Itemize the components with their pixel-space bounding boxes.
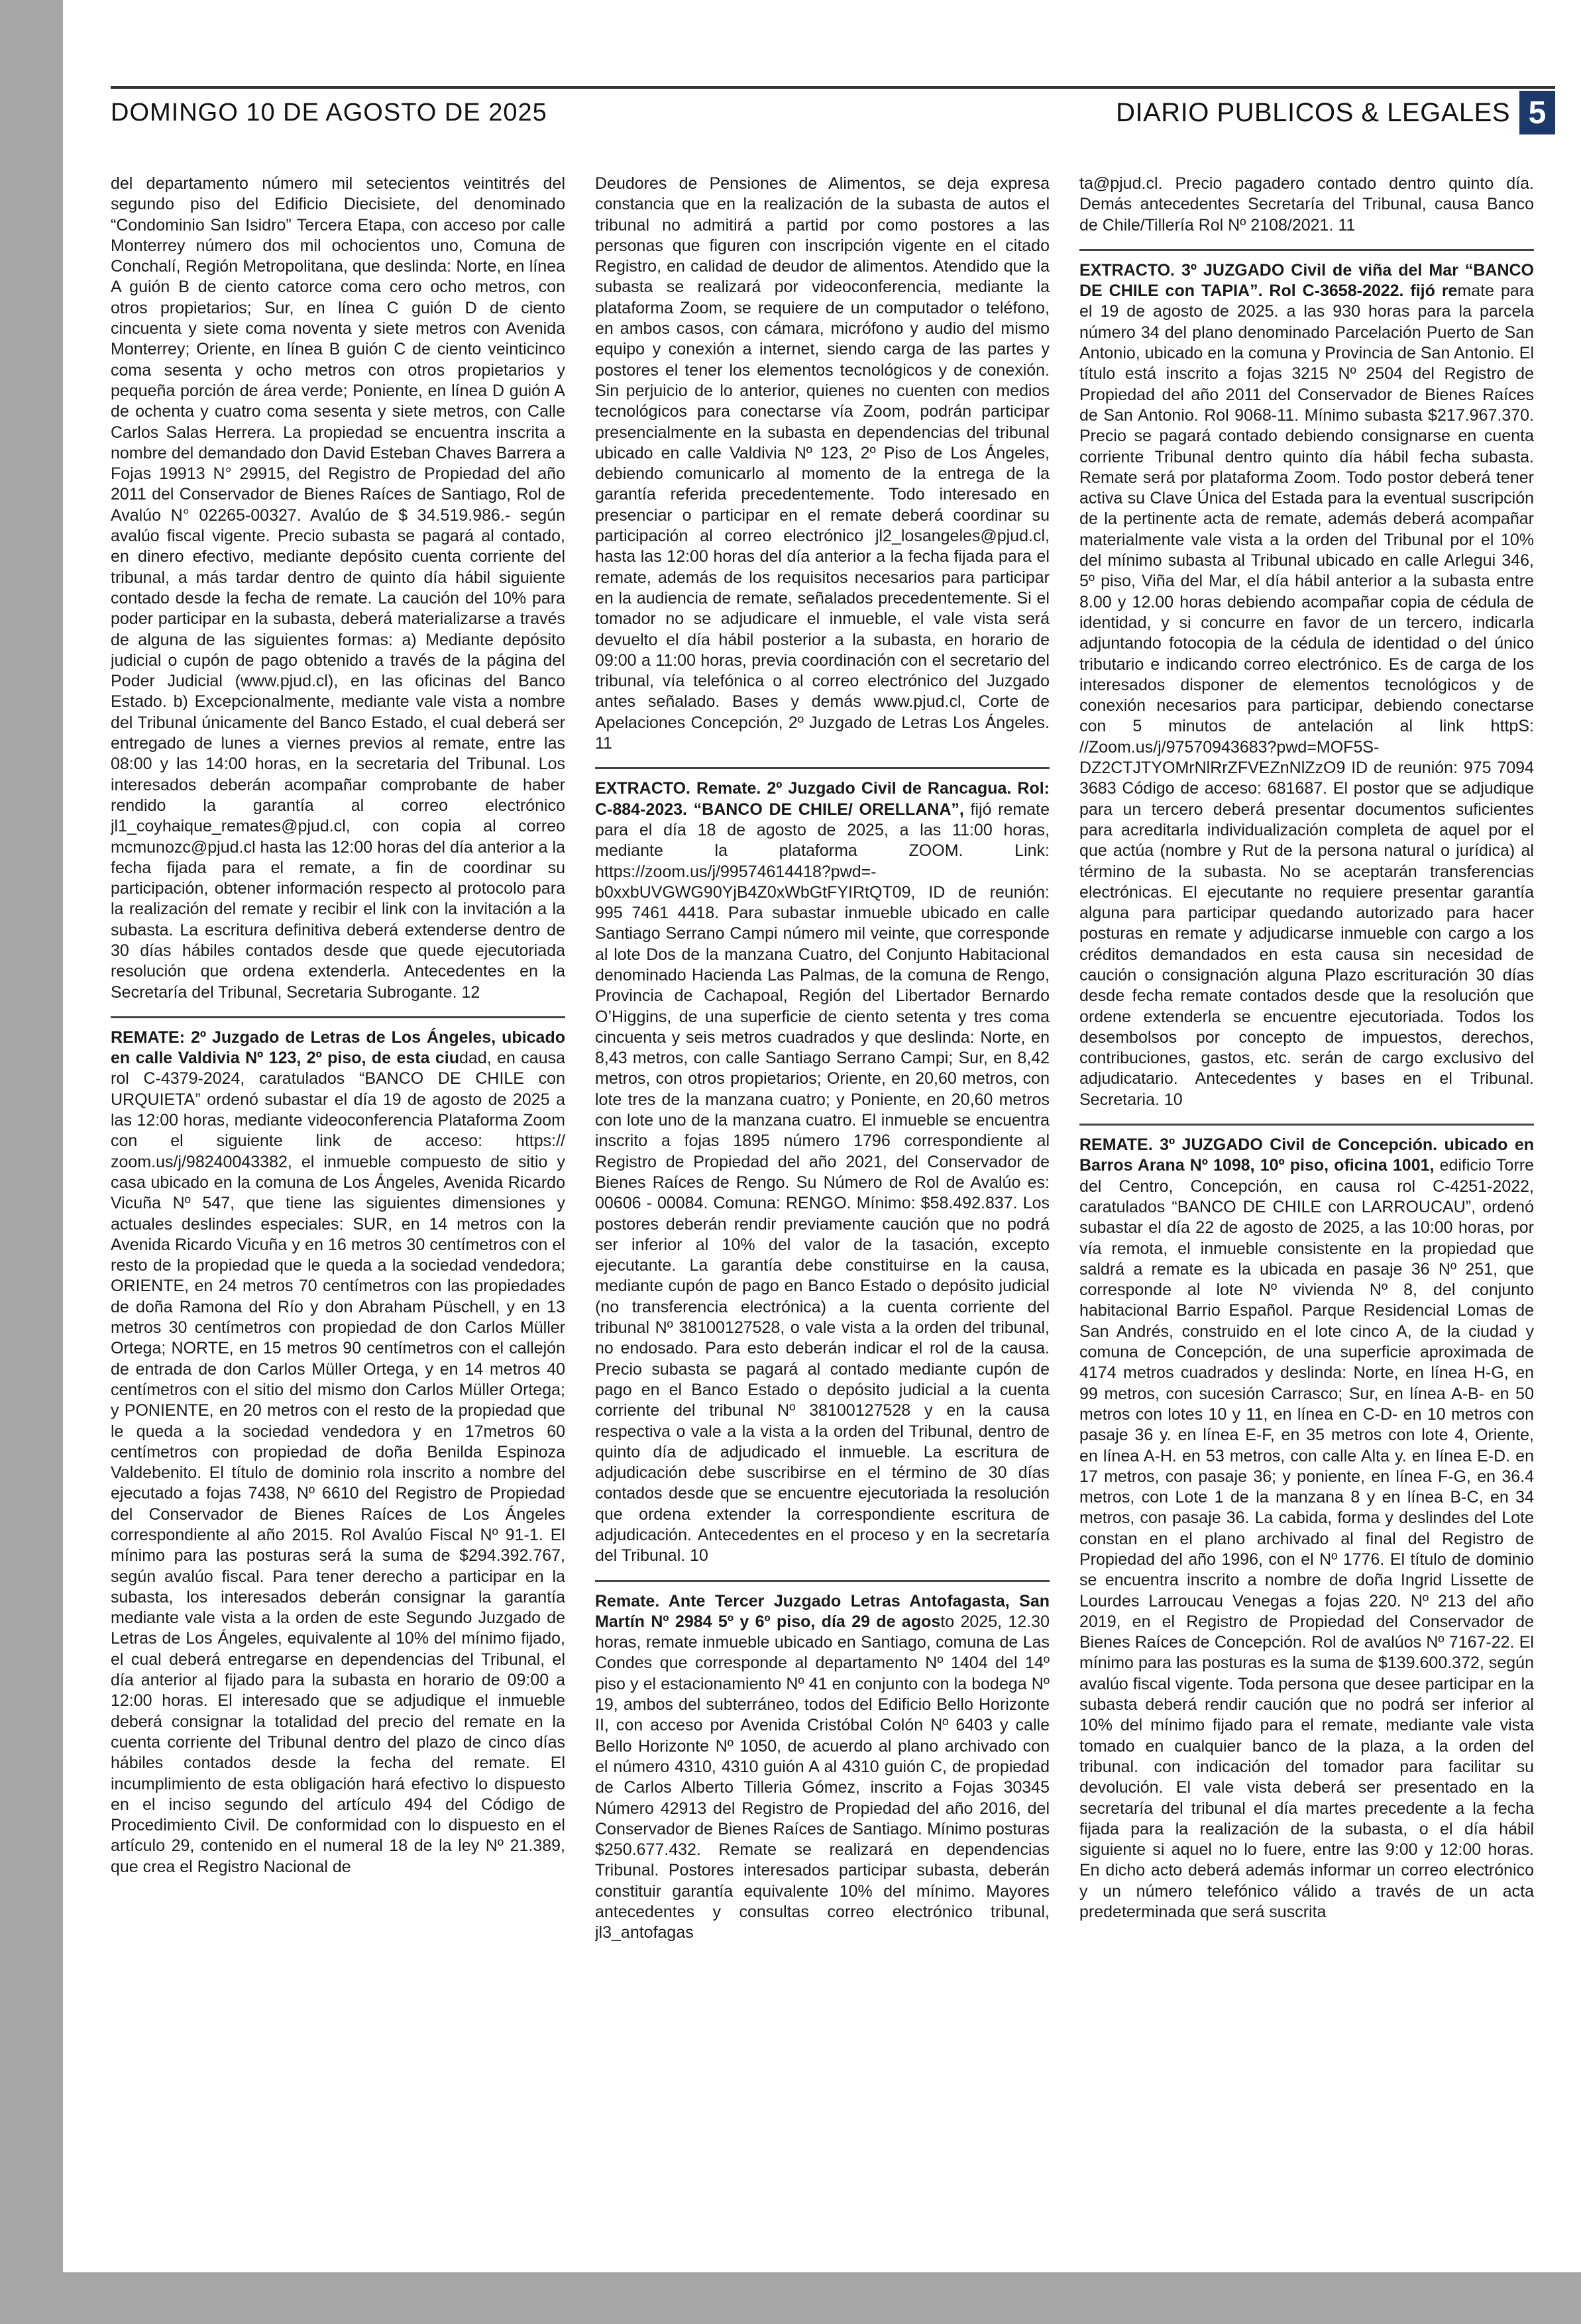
- notice-heading: REMATE. 3º JUZGADO Civil de Concepción. ubicado en Barros Arana Nº 1098, 10º piso, oficina 1001,: [1079, 1136, 1534, 1175]
- notice-rancagua: [595, 778, 1050, 1566]
- notice-heading: EXTRACTO. Remate. 2º Juzgado Civil de Rancagua. Rol: C-884-2023. “BANCO DE CHILE/ ORELLANA”,: [595, 779, 1050, 819]
- column-2: [595, 174, 1050, 2254]
- column-3: [1079, 174, 1534, 2254]
- newspaper-page: [63, 0, 1581, 2272]
- notice-divider: [595, 1580, 1050, 1582]
- notice-concepcion: [1079, 1135, 1534, 1923]
- notice-body: edificio Torre del Centro, Concepción, en causa rol C-4251-2022, caratulados “BANCO DE CHILE con LARROUCAU”, ordenó subastar el día 22 de agosto de 2025, a las 10:00 horas, por vía remota, el inmueble consistente en la propiedad que saldrá a remate es la ubicada en pasaje 36 Nº 251, que corresponde al lote Nº vivienda Nº 8, del conjunto habitacional Barrio Español. Parque Residencial Lomas de San Andrés, construido en el lote cinco A, de la ciudad y comuna de Concepción, de una superficie aproximada de 4174 metros cuadrados y deslinda: Norte, en línea H-G, en 99 metros, con sucesión Carrasco; Sur, en línea A-B- en 50 metros con lotes 10 y 11, en línea en C-D- en 10 metros con pasaje 36 y. en línea E-F, en 35 metros con lote 4, Oriente, en línea A-H. en 53 metros, con calle Alta y. en línea E-D. en 17 metros, con pasaje 36; y poniente, en línea F-G, en 36.4 metros, con Lote 1 de la manzana 8 y en línea B-C, en 34 metros, con pasaje 36. La cabida, forma y deslindes del Lote constan en el plano archivado al final del Registro de Propiedad del año 1996, con el Nº 1776. El título de dominio se encuentra inscrito a nombre de doña Ingrid Lissette de Lourdes Larroucau Venegas a fojas 220. Nº 213 del año 2019, en el Registro de Propiedad del Conservador de Bienes Raíces de Concepción. Rol de avalúos Nº 7167-22. El mínimo para las posturas es la suma de $139.600.372, según avalúo fiscal vigente. Toda persona que desee participar en la subasta deberá rendir caución que no podrá ser inferior al 10% del mínimo fijado para el remate, mediante vale vista tomado en cualquier banco de la plaza, a la orden del tribunal. con indicación del tomador para facilitar su devolución. El vale vista deberá ser presentado en la secretaría del tribunal el día martes precedente a la fecha fijada para la realización de la subasta, o el día hábil siguiente si aquel no lo fuere, entre las 9:00 y 12:00 horas. En dicho acto deberá además informar un correo electrónico y un número telefónico válido a través de un acta predeterminada que será suscrita: [1079, 1156, 1534, 1922]
- notice-heading: Remate. Ante Tercer Juzgado Letras Antofagasta, San Martín Nº 2984 5º y 6º piso, día 29 de agos: [595, 1591, 1050, 1631]
- notice-antofagasta: [595, 1591, 1050, 1944]
- newspaper-title: DIARIO PUBLICOS & LEGALES: [1116, 97, 1510, 127]
- notice-body: fijó remate para el día 18 de agosto de 2025, a las 11:00 horas, mediante la plataforma ZOOM. Link: https://zoom.us/j/99574614418?pwd=-b0xxbUVGWG90YjB4Z0xWbGtFYIRtQT09, ID de reunión: 995 7461 4418. Para subastar inmueble ubicado en calle Santiago Serrano Campi número mil veinte, que corresponde al lote Dos de la manzana Cuatro, del Conjunto Habitacional denominado Hacienda Las Palmas, de la comuna de Rengo, Provincia de Cachapoal, Región del Libertador Bernardo O’Higgins, de una superficie de ciento setenta y tres coma cincuenta y seis metros cuadrados y que deslinda: Norte, en 8,43 metros, con calle Santiago Serrano Campi; Sur, en 8,42 metros, con otros propietarios; Oriente, en 20,60 metros, con lote tres de la manzana cuatro; y Poniente, en 20,60 metros con lote uno de la manzana cuatro. El inmueble se encuentra inscrito a fojas 1895 número 1796 correspondiente al Registro de Propiedad del año 2021, del Conservador de Bienes Raíces de Rengo. Su Número de Rol de Avalúo es: 00606 - 00084. Comuna: RENGO. Mínimo: $58.492.837. Los postores deberán rendir previamente caución que no podrá ser inferior al 10% del valor de la tasación, excepto ejecutante. La garantía debe constituirse en la causa, mediante cupón de pago en Banco Estado o depósito judicial (no transferencia electrónica) a la cuenta corriente del tribunal Nº 38100127528, o vale vista a la orden del tribunal, no endosado. Para esto deberán indicar el rol de la causa. Precio subasta se pagará al contado mediante cupón de pago en el Banco Estado o depósito judicial a la cuenta corriente del tribunal Nº 38100127528 y en la causa respectiva o vale a la vista a la orden del Tribunal, dentro de quinto día de adjudicado el inmueble. La escritura de adjudicación debe suscribirse en el término de 30 días contados desde que se encuentre ejecutoriada la resolución que ordena extender la correspondiente escritura de adjudicación. Antecedentes en el proceso y en la secretaría del Tribunal. 10: [595, 800, 1050, 1565]
- notice-divider: [595, 767, 1050, 769]
- column-1: [111, 174, 565, 2254]
- page-number: 5: [1519, 91, 1555, 134]
- header-right: [1116, 91, 1555, 134]
- page-header: [111, 86, 1555, 136]
- notice-divider: [111, 1016, 565, 1018]
- notice-vina-del-mar: [1079, 260, 1534, 1110]
- notice-body: dad, en causa rol C-4379-2024, caratulados “BANCO DE CHILE con URQUIETA” ordenó subastar el día 19 de agosto de 2025 a las 12:00 horas, mediante videoconferencia Plataforma Zoom con el siguiente link de acceso: https:// zoom.us/j/98240043382, el inmueble compuesto de sitio y casa ubicado en la comuna de Los Ángeles, Avenida Ricardo Vicuña Nº 547, que tiene las siguientes dimensiones y actuales deslindes especiales: SUR, en 14 metros con la Avenida Ricardo Vicuña y en 16 metros 30 centímetros con el resto de la propiedad que le queda a la sociedad vendedora; ORIENTE, en 24 metros 70 centímetros con las propiedades de doña Ramona del Río y don Abraham Püschell, y en 13 metros 30 centímetros con propiedad de don Carlos Müller Ortega; NORTE, en 15 metros 90 centímetros con el callejón de entrada de don Carlos Müller Ortega, y en 14 metros 40 centímetros con el sitio del mismo don Carlos Müller Ortega; y PONIENTE, en 20 metros con el resto de la propiedad que le queda a la sociedad vendedora y en 17metros 60 centímetros con propiedad de doña Benilda Espinoza Valdebenito. El título de dominio rola inscrito a nombre del ejecutado a fojas 7438, Nº 6610 del Registro de Propiedad del Conservador de Bienes Raíces de Los Ángeles correspondiente al año 2015. Rol Avalúo Fiscal Nº 91-1. El mínimo para las posturas será la suma de $294.392.767, según avalúo fiscal. Para tener derecho a participar en la subasta, los interesados deberán consignar la garantía mediante vale vista a la orden de este Segundo Juzgado de Letras de Los Ángeles, equivalente al 10% del mínimo fijado, el cual deberá entregarse en dependencias del Tribunal, el día anterior al fijado para la subasta en horario de 09:00 a 12:00 horas. El interesado que se adjudique el inmueble deberá consignar la totalidad del precio del remate en la cuenta corriente del Tribunal dentro del plazo de cinco días hábiles contados desde la fecha del remate. El incumplimiento de esta obligación hará efectivo lo dispuesto en el inciso segundo del artículo 494 del Código de Procedimiento Civil. De conformidad con lo dispuesto en el artículo 29, contenido en el numeral 18 de la ley Nº 21.389, que crea el Registro Nacional de: [111, 1049, 565, 1876]
- notice-body: to 2025, 12.30 horas, remate inmueble ubicado en Santiago, comuna de Las Condes que corresponde al departamento Nº 1404 del 14º piso y el estacionamiento Nº 41 en conjunto con la bodega Nº 19, ambos del subterráneo, todos del Edificio Bello Horizonte II, con acceso por Avenida Cristóbal Colón Nº 6403 y calle Bello Horizonte Nº 1050, de acuerdo al plano archivado con el número 4310, 4310 guión A al 4310 guión C, de propiedad de Carlos Alberto Tilleria Gómez, inscrito a Fojas 30345 Número 42913 del Registro de Propiedad del año 2016, del Conservador de Bienes Raíces de Santiago. Mínimo posturas $250.677.432. Remate se realizará en dependencias Tribunal. Postores interesados participar subasta, deberán constituir garantía equivalente 10% del mínimo. Mayores antecedentes y consultas correo electrónico tribunal, jl3_antofagas: [595, 1612, 1050, 1942]
- notice-heading: EXTRACTO. 3º JUZGADO Civil de viña del Mar “BANCO DE CHILE con TAPIA”. Rol C-3658-2022. fijó re: [1079, 260, 1534, 301]
- notice-divider: [1079, 249, 1534, 251]
- notice-heading: REMATE: 2º Juzgado de Letras de Los Ángeles, ubicado en calle Valdivia Nº 123, 2º piso, de esta ciu: [111, 1028, 565, 1068]
- notice-continuation: Deudores de Pensiones de Alimentos, se deja expresa constancia que en la realización de la subasta de autos el tribunal no admitirá a partid por como postores a las personas que figuren con inscripción vigente en el citado Registro, en calidad de deudor de alimentos. Atendido que la subasta se realizará por videoconferencia, mediante la plataforma Zoom, se requiere de un computador o teléfono, en ambos casos, con cámara, micrófono y audio del mismo equipo y conexión a internet, siendo carga de las partes y postores el tener los elementos tecnológicos y de conexión. Sin perjuicio de lo anterior, quienes no cuenten con medios tecnológicos para conectarse vía Zoom, podrán participar presencialmente en la subasta en dependencias del tribunal ubicado en calle Valdivia Nº 123, 2º Piso de Los Ángeles, debiendo comunicarlo al momento de la entrega de la garantía referida precedentemente. Todo interesado en presenciar o participar en el remate deberá coordinar su participación al correo electrónico jl2_losangeles@pjud.cl, hasta las 12:00 horas del día anterior a la fecha fijada para el remate, además de los requisitos necesarios para participar en la audiencia de remate, señalados precedentemente. Si el tomador no se adjudicare el inmueble, el vale vista será devuelto el día hábil posterior a la subasta, en horario de 09:00 a 11:00 horas, previa coordinación con el secretario del tribunal, vía telefónica o al correo electrónico del Juzgado antes señalado. Bases y demás www.pjud.cl, Corte de Apelaciones Concepción, 2º Juzgado de Letras Los Ángeles. 11: [595, 174, 1050, 753]
- notice-divider: [1079, 1124, 1534, 1126]
- notice-continuation: del departamento número mil setecientos veintitrés del segundo piso del Edificio Diecisiete, del denominado “Condominio San Isidro” Tercera Etapa, con acceso por calle Monterrey número dos mil ochocientos uno, Comuna de Conchalí, Región Metropolitana, que deslinda: Norte, en línea A guión B de ciento catorce coma cero ocho metros, con otros propietarios; Sur, en línea C guión D de ciento cincuenta y siete coma noventa y siete metros con Avenida Monterrey; Oriente, en línea B guión C de ciento veinticinco coma sesenta y ocho metros con otros propietarios y pequeña porción de área verde; Poniente, en línea D guión A de ochenta y cuatro coma sesenta y siete metros, con Calle Carlos Salas Herrera. La propiedad se encuentra inscrita a nombre del demandado don David Esteban Chaves Barrera a Fojas 19913 N° 29915, del Registro de Propiedad del año 2011 del Conservador de Bienes Raíces de Santiago, Rol de Avalúo N° 02265-00327. Avalúo de $ 34.519.986.- según avalúo fiscal vigente. Precio subasta se pagará al contado, en dinero efectivo, mediante depósito cuenta corriente del tribunal, a más tardar dentro de quinto día hábil siguiente contado desde la fecha de remate. La caución del 10% para poder participar en la subasta, deberá materializarse a través de alguna de las siguientes formas: a) Mediante depósito judicial o cupón de pago obtenido a través de la página del Poder Judicial (www.pjud.cl), en las oficinas del Banco Estado. b) Excepcionalmente, mediante vale vista a nombre del Tribunal únicamente del Banco Estado, el cual deberá ser entregado de lunes a viernes previos al remate, entre las 08:00 y las 14:00 horas, en la secretaria del Tribunal. Los interesados deberán acompañar comprobante de haber rendido la garantía al correo electrónico jl1_coyhaique_remates@pjud.cl, con copia al correo mcmunozc@pjud.cl hasta las 12:00 horas del día anterior a la fecha fijada para el remate, a fin de coordinar su participación, obtener información respecto al protocolo para la realización del remate y recibir el link con la invitación a la subasta. La escritura definitiva deberá extenderse dentro de 30 días hábiles contados desde que quede ejecutoriada resolución que ordena extenderla. Antecedentes en la Secretaría del Tribunal, Secretaria Subrogante. 12: [111, 174, 565, 1002]
- notice-continuation: ta@pjud.cl. Precio pagadero contado dentro quinto día. Demás antecedentes Secretaría del Tribunal, causa Banco de Chile/Tillería Rol Nº 2108/2021. 11: [1079, 174, 1534, 235]
- header-date: DOMINGO 10 DE AGOSTO DE 2025: [111, 98, 547, 127]
- notice-body: mate para el 19 de agosto de 2025. a las 930 horas para la parcela número 34 del plano denominado Parcelación Puerto de San Antonio, ubicado en la comuna y Provincia de San Antonio. El título está inscrito a fojas 3215 Nº 2504 del Registro de Propiedad del año 2011 del Conservador de Bienes Raíces de San Antonio. Rol 9068-11. Mínimo subasta $217.967.370. Precio se pagará contado debiendo consignarse en cuenta corriente Tribunal dentro quinto día hábil fecha subasta. Remate será por plataforma Zoom. Todo postor deberá tener activa su Clave Única del Estada para la eventual suscripción de la pertinente acta de remate, además deberá acompañar materialmente vale vista a la orden del Tribunal por el 10% del mínimo subasta al Tribunal ubicado en calle Arlegui 346, 5º piso, Viña del Mar, el día hábil anterior a la subasta entre 8.00 y 12.00 horas debiendo acompañar copia de cédula de identidad, y si concurre en favor de un tercero, indicarla adjuntando fotocopia de la cédula de identidad o del único tributario e indicando correo electrónico. Es de carga de los interesados disponer de elementos tecnológicos y de conexión necesarios para participar, debiendo conectarse con 5 minutos de antelación al link httpS: //Zoom.us/j/97570943683?pwd=MOF5S-DZ2CTJTYOMrNlRrZFVEZnNlZzO9 ID de reunión: 975 7094 3683 Código de acceso: 681687. El postor que se adjudique para un tercero deberá presentar documentos suficientes para acreditarla individualización completa de aquel por el que actúa (nombre y Rut de la persona natural o jurídica) al término de la subasta. No se aceptarán transferencias electrónicas. El ejecutante no requiere presentar garantía alguna para participar quedando autorizado para hacer posturas en remate y adjudicarse inmueble con cargo a los créditos demandados en esta causa sin necesidad de caución o consignación alguna Plazo escrituración 30 días desde fecha remate contados desde que la resolución que ordene extenderla se encuentre ejecutoriada. Todos los desembolsos por concepto de impuestos, derechos, contribuciones, gastos, etc. serán de cargo exclusivo del adjudicatario. Antecedentes y bases en el Tribunal. Secretaria. 10: [1079, 282, 1534, 1109]
- notice-remate-los-angeles: [111, 1028, 565, 1877]
